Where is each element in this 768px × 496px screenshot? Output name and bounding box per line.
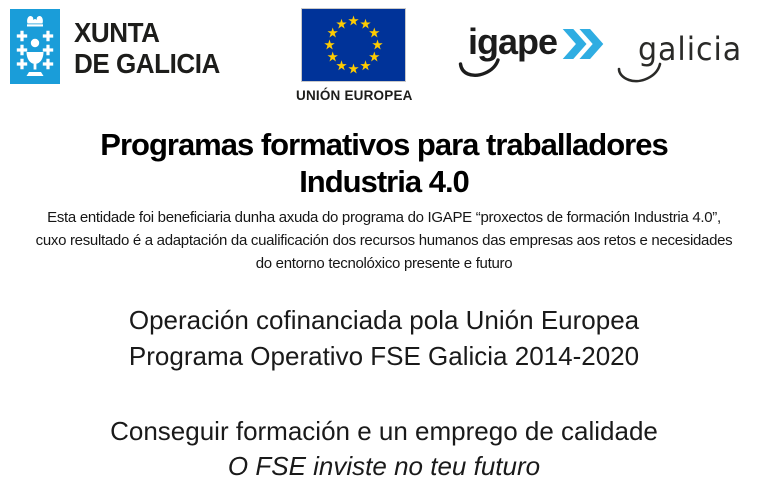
closing-slogan <box>0 414 768 484</box>
eu-caption: UNIÓN EUROPEA <box>296 88 413 103</box>
galicia-wordmark: galicia <box>638 30 743 68</box>
beneficiary-statement-line3: do entorno tecnolóxico presente e futuro <box>255 255 513 272</box>
page-title-line2: Industria 4.0 <box>299 164 469 199</box>
chalice-stem <box>34 64 37 70</box>
cofinance-line1: Operación cofinanciada pola Unión Europea <box>128 305 640 335</box>
eu-flag-icon <box>301 8 406 82</box>
igape-logo <box>468 21 604 62</box>
crown-icon <box>27 24 43 26</box>
igape-chevrons-icon <box>562 29 604 59</box>
xunta-de-galicia-logo <box>10 9 231 84</box>
xunta-emblem-icon <box>10 9 60 84</box>
igape-swash <box>458 58 500 82</box>
xunta-wordmark <box>74 17 220 79</box>
fse-motto: O FSE inviste no teu futuro <box>227 451 541 481</box>
page-title-line1: Programas formativos para traballadores <box>100 127 668 162</box>
xunta-wordmark-line1: XUNTA <box>74 17 160 48</box>
beneficiary-statement-line2: cuxo resultado é a adaptación da cualificación dos recursos humanos das empresas aos retos e necesidades <box>35 232 733 249</box>
eu-logo <box>296 8 413 103</box>
xunta-wordmark-line2: DE GALICIA <box>74 48 220 79</box>
beneficiary-statement-line1: Esta entidade foi beneficiaria dunha axuda do programa do IGAPE “proxectos de formación Industria 4.0”, <box>47 209 721 226</box>
igape-wordmark: igape <box>468 21 558 62</box>
chalice-base <box>27 72 44 76</box>
closing-line1: Conseguir formación e un emprego de calidade <box>110 416 658 446</box>
beneficiary-statement <box>0 206 768 275</box>
host-icon <box>31 39 39 47</box>
cofinance-line2: Programa Operativo FSE Galicia 2014-2020 <box>128 341 640 371</box>
page-title <box>0 126 768 200</box>
galicia-logo <box>638 30 749 68</box>
cofinance-statement <box>0 302 768 374</box>
